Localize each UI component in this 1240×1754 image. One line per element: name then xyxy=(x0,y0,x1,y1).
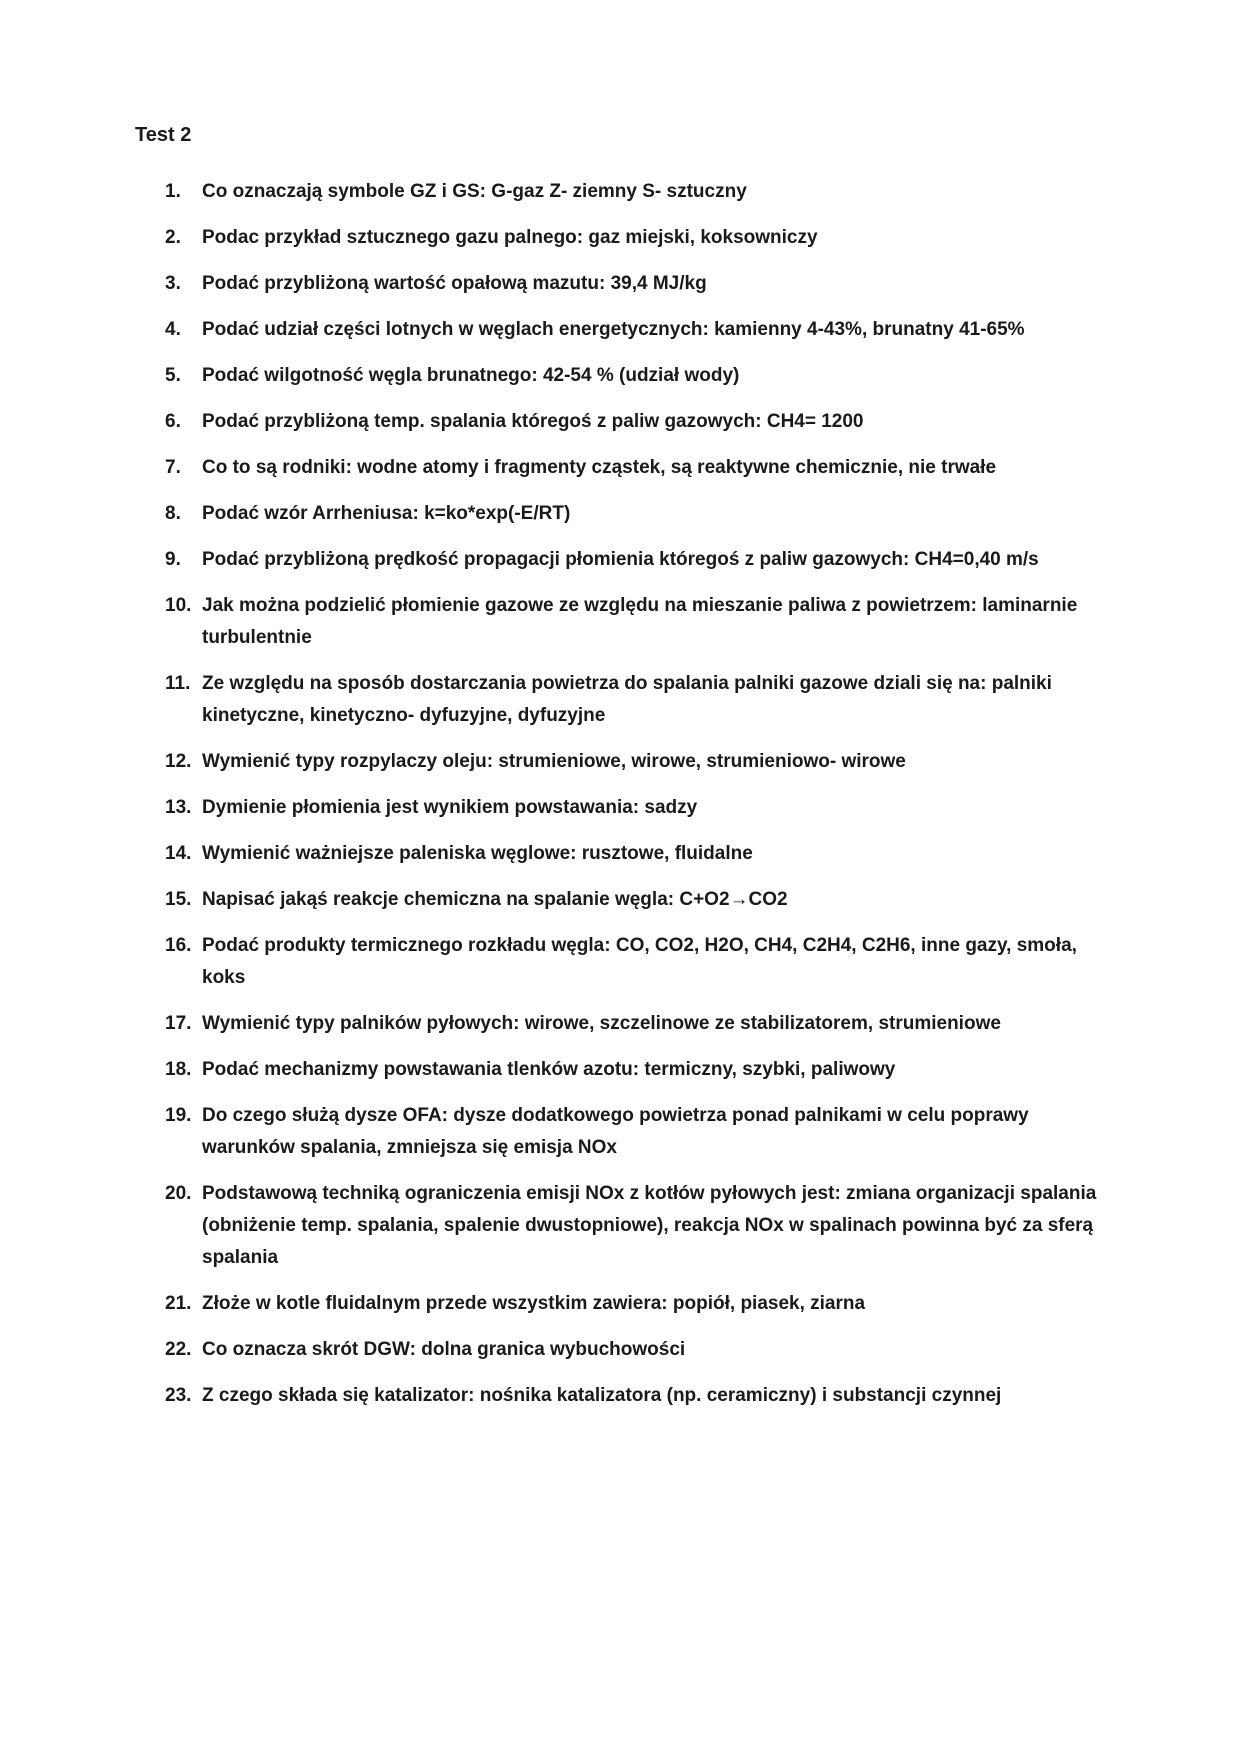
list-item xyxy=(135,222,1105,254)
item-number: 16. xyxy=(165,935,192,956)
item-text: Podać mechanizmy powstawania tlenków azotu: termiczny, szybki, paliwowy xyxy=(202,1059,896,1080)
item-text: Wymienić typy rozpylaczy oleju: strumieniowe, wirowe, strumieniowo- wirowe xyxy=(202,751,906,772)
list-item xyxy=(135,884,1105,916)
item-number: 2. xyxy=(165,227,181,248)
item-number: 22. xyxy=(165,1339,192,1360)
list-item xyxy=(135,1008,1105,1040)
item-text: Jak można podzielić płomienie gazowe ze względu na mieszanie paliwa z powietrzem: laminarnie turbulentnie xyxy=(202,595,1078,648)
item-number: 11. xyxy=(165,673,191,694)
item-text: Ze względu na sposób dostarczania powietrza do spalania palniki gazowe dziali się na: palniki kinetyczne, kinetyczno- dyfuzyjne, dyfuzyjne xyxy=(202,673,1052,726)
list-item xyxy=(135,314,1105,346)
list-item xyxy=(135,1178,1105,1274)
item-number: 21. xyxy=(165,1293,192,1314)
item-text: Co to są rodniki: wodne atomy i fragmenty cząstek, są reaktywne chemicznie, nie trwałe xyxy=(202,457,997,478)
item-number: 17. xyxy=(165,1013,192,1034)
list-item xyxy=(135,1100,1105,1164)
item-text: Wymienić ważniejsze paleniska węglowe: rusztowe, fluidalne xyxy=(202,843,753,864)
list-item xyxy=(135,590,1105,654)
list-item xyxy=(135,746,1105,778)
item-text: Podać wzór Arrheniusa: k=ko*exp(-E/RT) xyxy=(202,503,571,524)
list-item xyxy=(135,452,1105,484)
item-text: Dymienie płomienia jest wynikiem powstawania: sadzy xyxy=(202,797,698,818)
item-number: 10. xyxy=(165,595,192,616)
item-number: 9. xyxy=(165,549,181,570)
item-text: Napisać jakąś reakcje chemiczna na spalanie węgla: C+O2→CO2 xyxy=(202,889,788,910)
item-number: 20. xyxy=(165,1183,192,1204)
item-number: 1. xyxy=(165,181,181,202)
item-text: Podać udział części lotnych w węglach energetycznych: kamienny 4-43%, brunatny 41-65% xyxy=(202,319,1025,340)
list-item xyxy=(135,930,1105,994)
list-item xyxy=(135,838,1105,870)
list-item xyxy=(135,792,1105,824)
item-text: Do czego służą dysze OFA: dysze dodatkowego powietrza ponad palnikami w celu poprawy warunków spalania, zmniejsza się emisja NOx xyxy=(202,1105,1029,1158)
item-text: Z czego składa się katalizator: nośnika katalizatora (np. ceramiczny) i substancji czynnej xyxy=(202,1385,1002,1406)
list-item xyxy=(135,498,1105,530)
page-title: Test 2 xyxy=(135,124,192,146)
item-text: Podać przybliżoną prędkość propagacji płomienia któregoś z paliw gazowych: CH4=0,40 m/s xyxy=(202,549,1039,570)
list-item xyxy=(135,1288,1105,1320)
item-number: 23. xyxy=(165,1385,192,1406)
list-item xyxy=(135,668,1105,732)
item-number: 13. xyxy=(165,797,192,818)
item-number: 8. xyxy=(165,503,181,524)
list-item xyxy=(135,176,1105,208)
item-number: 5. xyxy=(165,365,181,386)
list-item xyxy=(135,360,1105,392)
item-text: Podac przykład sztucznego gazu palnego: gaz miejski, koksowniczy xyxy=(202,227,818,248)
list-item xyxy=(135,1380,1105,1412)
item-number: 14. xyxy=(165,843,192,864)
item-number: 3. xyxy=(165,273,181,294)
list-item xyxy=(135,1054,1105,1086)
item-text: Podstawową techniką ograniczenia emisji NOx z kotłów pyłowych jest: zmiana organizacji spalania (obniżenie temp. spalania, spalenie dwustopniowe), reakcja NOx w spalinach powinna być za sferą spalania xyxy=(202,1183,1097,1268)
item-number: 4. xyxy=(165,319,181,340)
item-number: 19. xyxy=(165,1105,192,1126)
list-item xyxy=(135,268,1105,300)
item-number: 15. xyxy=(165,889,192,910)
item-number: 7. xyxy=(165,457,181,478)
item-text: Podać przybliżoną wartość opałową mazutu: 39,4 MJ/kg xyxy=(202,273,707,294)
list-item xyxy=(135,1334,1105,1366)
item-number: 18. xyxy=(165,1059,192,1080)
item-number: 12. xyxy=(165,751,192,772)
question-list xyxy=(135,176,1105,1412)
list-item xyxy=(135,544,1105,576)
item-text: Podać przybliżoną temp. spalania któregoś z paliw gazowych: CH4= 1200 xyxy=(202,411,864,432)
item-text: Co oznacza skrót DGW: dolna granica wybuchowości xyxy=(202,1339,686,1360)
list-item xyxy=(135,406,1105,438)
item-text: Wymienić typy palników pyłowych: wirowe, szczelinowe ze stabilizatorem, strumieniowe xyxy=(202,1013,1001,1034)
item-text: Co oznaczają symbole GZ i GS: G-gaz Z- ziemny S- sztuczny xyxy=(202,181,747,202)
item-number: 6. xyxy=(165,411,181,432)
item-text: Złoże w kotle fluidalnym przede wszystkim zawiera: popiół, piasek, ziarna xyxy=(202,1293,866,1314)
item-text: Podać wilgotność węgla brunatnego: 42-54 % (udział wody) xyxy=(202,365,740,386)
item-text: Podać produkty termicznego rozkładu węgla: CO, CO2, H2O, CH4, C2H4, C2H6, inne gazy, smoła, koks xyxy=(202,935,1077,988)
